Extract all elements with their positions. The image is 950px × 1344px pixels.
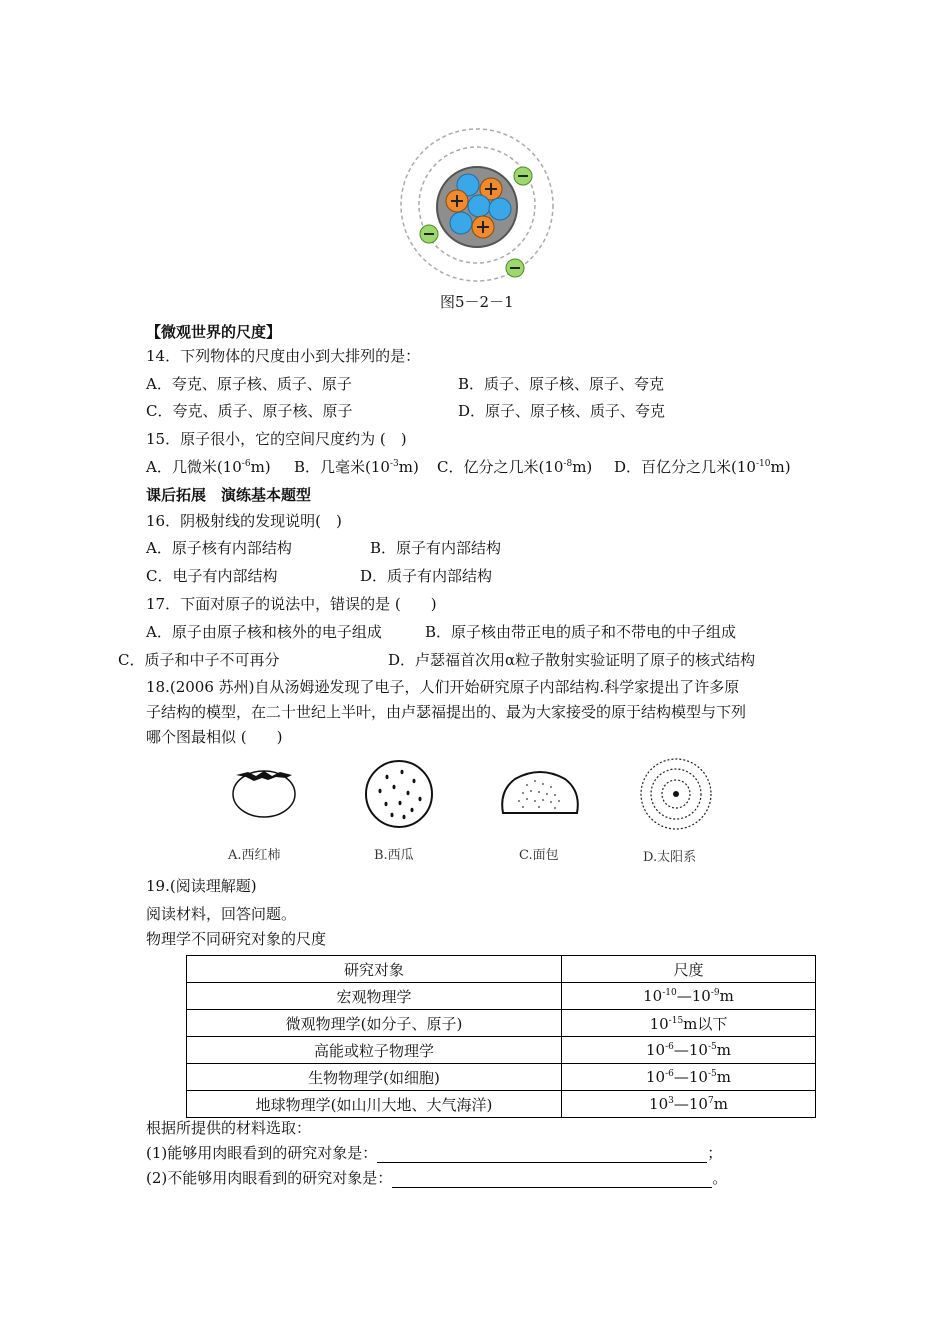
q18-option-d-label: D.太阳系 — [643, 850, 697, 865]
solar-system-picture — [638, 756, 714, 832]
q18-line-1: 18.(2006 苏州)自从汤姆逊发现了电子，人们开始研究原子内部结构.科学家提出了许多原 — [146, 678, 740, 696]
answer-blank-1[interactable] — [377, 1146, 707, 1163]
q14-option-b: B．质子、原子核、原子、夸克 — [458, 375, 665, 393]
q14-option-a: A．夸克、原子核、质子、原子 — [146, 375, 352, 393]
atom-model-figure — [395, 125, 560, 285]
q16-stem: 16．阴极射线的发现说明( ) — [146, 512, 342, 530]
q18-option-b-label: B.西瓜 — [374, 848, 414, 863]
answer-blank-2[interactable] — [392, 1171, 712, 1188]
watermelon-picture — [362, 757, 436, 831]
q19-instruction: 根据所提供的材料选取： — [146, 1119, 312, 1137]
neutron — [468, 195, 490, 217]
q19-part-1: (1)能够用肉眼看到的研究对象是： ； — [146, 1144, 723, 1162]
section-heading-after: 课后拓展 演练基本题型 — [146, 486, 312, 504]
header-object: 研究对象 — [187, 956, 562, 983]
row-scale: $10^{-6}—10^{-5}m$ — [562, 1064, 816, 1091]
q15-stem: 15．原子很小，它的空间尺度约为 ( ) — [146, 430, 407, 448]
q14-option-d: D．原子、原子核、质子、夸克 — [458, 402, 666, 420]
row-scale: $10^3—10^7m$ — [562, 1091, 816, 1118]
q18-line-2: 子结构的模型，在二十世纪上半叶，由卢瑟福提出的、最为大家接受的原于结构模型与下列 — [146, 703, 747, 721]
figure-caption: 图5－2－1 — [440, 293, 514, 311]
q18-line-3: 哪个图最相似 ( ) — [146, 728, 283, 746]
q15-option-a: A．几微米$(10^{-6}m)$ — [146, 458, 271, 476]
table-row — [187, 983, 816, 1010]
q19-intro: 阅读材料，回答问题。 — [146, 905, 297, 923]
q16-option-b: B．原子有内部结构 — [370, 539, 502, 557]
row-scale: $10^{-10}—10^{-9}m$ — [562, 983, 816, 1010]
table-row — [187, 1010, 816, 1037]
q18-option-a-label: A.西红柿 — [228, 848, 281, 863]
q19-part-2: (2)不能够用肉眼看到的研究对象是： 。 — [146, 1169, 728, 1187]
q15-option-b: B．几毫米$(10^{-3}m)$ — [294, 458, 419, 476]
header-scale: 尺度 — [562, 956, 816, 983]
table-row — [187, 1037, 816, 1064]
row-object: 宏观物理学 — [187, 983, 562, 1010]
q14-stem: 14．下列物体的尺度由小到大排列的是： — [146, 347, 421, 365]
row-object: 生物物理学(如细胞) — [187, 1064, 562, 1091]
q15-option-c: C．亿分之几米$(10^{-8}m)$ — [437, 458, 593, 476]
q17-option-c: C．质子和中子不可再分 — [118, 651, 280, 669]
row-object: 地球物理学(如山川大地、大气海洋) — [187, 1091, 562, 1118]
q17-option-b: B．原子核由带正电的质子和不带电的中子组成 — [425, 623, 737, 641]
q18-option-c-label: C.面包 — [519, 848, 559, 863]
table-header-row — [187, 956, 816, 983]
q14-option-c: C．夸克、质子、原子核、原子 — [146, 402, 353, 420]
q17-stem: 17．下面对原子的说法中，错误的是 ( ) — [146, 595, 437, 613]
q19-title: 19.(阅读理解题) — [146, 877, 257, 895]
row-scale: $10^{-15}m$以下 — [562, 1010, 816, 1037]
row-scale: $10^{-6}—10^{-5}m$ — [562, 1037, 816, 1064]
section-heading-micro: 【微观世界的尺度】 — [146, 323, 282, 341]
q16-option-c: C．电子有内部结构 — [146, 567, 278, 585]
tomato-picture — [228, 763, 300, 821]
table-caption: 物理学不同研究对象的尺度 — [146, 930, 327, 948]
neutron — [450, 212, 472, 234]
q17-option-d: D．卢瑟福首次用α粒子散射实验证明了原子的核式结构 — [388, 651, 756, 669]
bread-picture — [497, 767, 583, 819]
table-row — [187, 1064, 816, 1091]
neutron — [489, 198, 511, 220]
q15-option-d: D．百亿分之几米$(10^{-10}m)$ — [614, 458, 791, 476]
q17-option-a: A．原子由原子核和核外的电子组成 — [146, 623, 382, 641]
row-object: 微观物理学(如分子、原子) — [187, 1010, 562, 1037]
q16-option-d: D．质子有内部结构 — [360, 567, 493, 585]
row-object: 高能或粒子物理学 — [187, 1037, 562, 1064]
scale-table — [186, 955, 816, 1118]
table-row — [187, 1091, 816, 1118]
q16-option-a: A．原子核有内部结构 — [146, 539, 292, 557]
